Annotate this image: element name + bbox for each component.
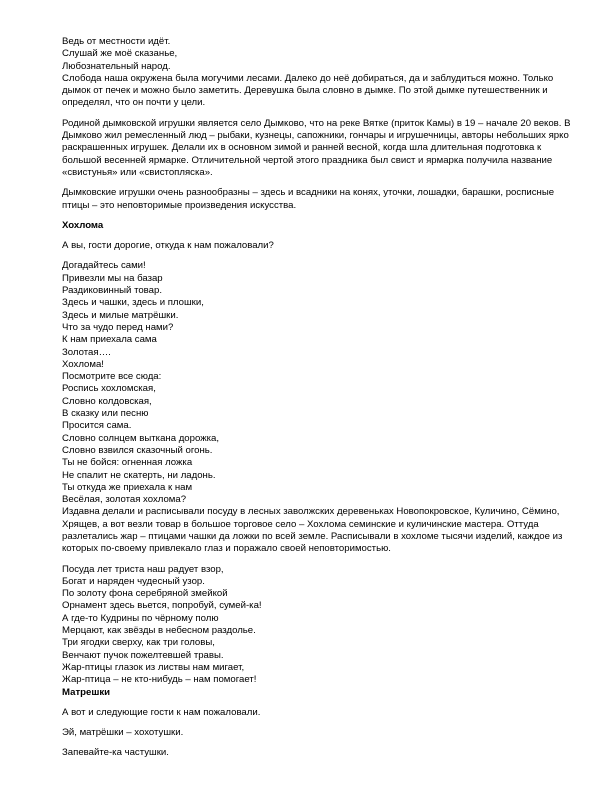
poem-line: Золотая….	[62, 346, 111, 358]
poem-line: Здесь и чашки, здесь и плошки,	[62, 297, 204, 309]
poem-line: Словно солнцем выткана дорожка,	[62, 432, 220, 444]
poem-line: Хохлома!	[62, 358, 104, 370]
closing-line: Запевайте-ка частушки.	[62, 747, 169, 759]
poem-line: К нам приехала сама	[62, 334, 157, 346]
poem-line: Ты не бойся: огненная ложка	[62, 457, 193, 469]
heading-matreshki: Матрешки	[62, 686, 111, 698]
poem-line: Словно взвился сказочный огонь.	[62, 444, 213, 456]
poem-posuda	[62, 564, 577, 687]
paragraph-rodina: Родиной дымковской игрушки является село Дымково, что на реке Вятке (приток Камы) в 19 – начале 20 веков. В Дымково жил ремесленный люд – рыбаки, кузнецы, сапожники, гончары и игрушечницы, авторы небольших ярко раскрашенных игрушек. Делали их в основном зимой и ранней весной, когда шла длительная подготовка к большой весенней ярмарке. Отличительной чертой этого праздника был свист и ярмарка получила название «свистунья» или «свистопляска».	[62, 117, 571, 178]
poem-line: Мерцают, как звёзды в небесном раздолье.	[62, 625, 256, 637]
poem-line: Венчают пучок пожелтевшей травы.	[62, 649, 224, 661]
poem-line: Ведь от местности идёт.	[62, 36, 171, 47]
poem-line: Раздиковинный товар.	[62, 285, 163, 297]
poem-line: Привезли мы на базар	[62, 272, 163, 284]
poem-line: Не спалит не скатерть, ни ладонь.	[62, 469, 216, 481]
poem-line: По золоту фона серебряной змейкой	[62, 588, 228, 600]
closing-line: Эй, матрёшки – хохотушки.	[62, 727, 184, 739]
poem-line: Жар-птица – не кто-нибудь – нам помогает!	[62, 674, 257, 686]
poem-line: Здесь и милые матрёшки.	[62, 309, 179, 321]
poem-intro	[62, 36, 577, 73]
poem-line: Посуда лет триста наш радует взор,	[62, 563, 224, 575]
poem-line: Посмотрите все сюда:	[62, 371, 162, 383]
poem-line: Словно колдовская,	[62, 395, 152, 407]
poem-line: Жар-птицы глазок из листвы нам мигает,	[62, 661, 245, 673]
poem-line: Что за чудо перед нами?	[62, 321, 174, 333]
poem-line: Просится сама.	[62, 420, 132, 432]
poem-line: Роспись хохломская,	[62, 383, 156, 395]
poem-khokhloma	[62, 260, 577, 506]
paragraph-sloboda: Слобода наша окружена была могучими лесами. Далеко до неё добираться, да и заблудиться можно. Только дымок от печек и можно было заметить. Деревушка была словно в дымке. По этой дымке путешественник и определял, что он почти у цели.	[62, 72, 554, 109]
poem-line: Весёлая, золотая хохлома?	[62, 494, 187, 506]
heading-khokhloma: Хохлома	[62, 219, 104, 231]
poem-line: Орнамент здесь вьется, попробуй, сумей-ка!	[62, 600, 262, 612]
closing-line: А вот и следующие гости к нам пожаловали.	[62, 706, 261, 718]
document-page	[62, 36, 577, 760]
poem-line: Догадайтесь сами!	[62, 260, 146, 272]
paragraph-raznoobrazny: Дымковские игрушки очень разнообразны – здесь и всадники на конях, уточки, лошадки, барашки, росписные птицы – это неповторимые произведения искусства.	[62, 187, 555, 211]
poem-line: Три ягодки сверху, как три головы,	[62, 637, 215, 649]
poem-line: А где-то Кудрины по чёрному полю	[62, 612, 219, 624]
question-guests: А вы, гости дорогие, откуда к нам пожаловали?	[62, 240, 274, 252]
poem-line: Богат и наряден чудесный узор.	[62, 575, 205, 587]
poem-line: В сказку или песню	[62, 408, 149, 420]
poem-line: Ты откуда же приехала к нам	[62, 481, 193, 493]
paragraph-izdavna: Издавна делали и расписывали посуду в лесных заволжских деревеньках Новопокровское, Куличино, Сёмино, Хрящев, а вот везли товар в большое торговое село – Хохлома семинские и куличинские мастера. Оттуда разлетались жар – птицами чашки да ложки по всей земле. Расписывали в хохломе тысячи изделий, каждое из которых по-своему привлекало глаз и поражало своей неповторимостью.	[62, 506, 563, 555]
poem-line: Любознательный народ.	[62, 60, 171, 72]
poem-line: Слушай же моё сказанье,	[62, 48, 178, 60]
